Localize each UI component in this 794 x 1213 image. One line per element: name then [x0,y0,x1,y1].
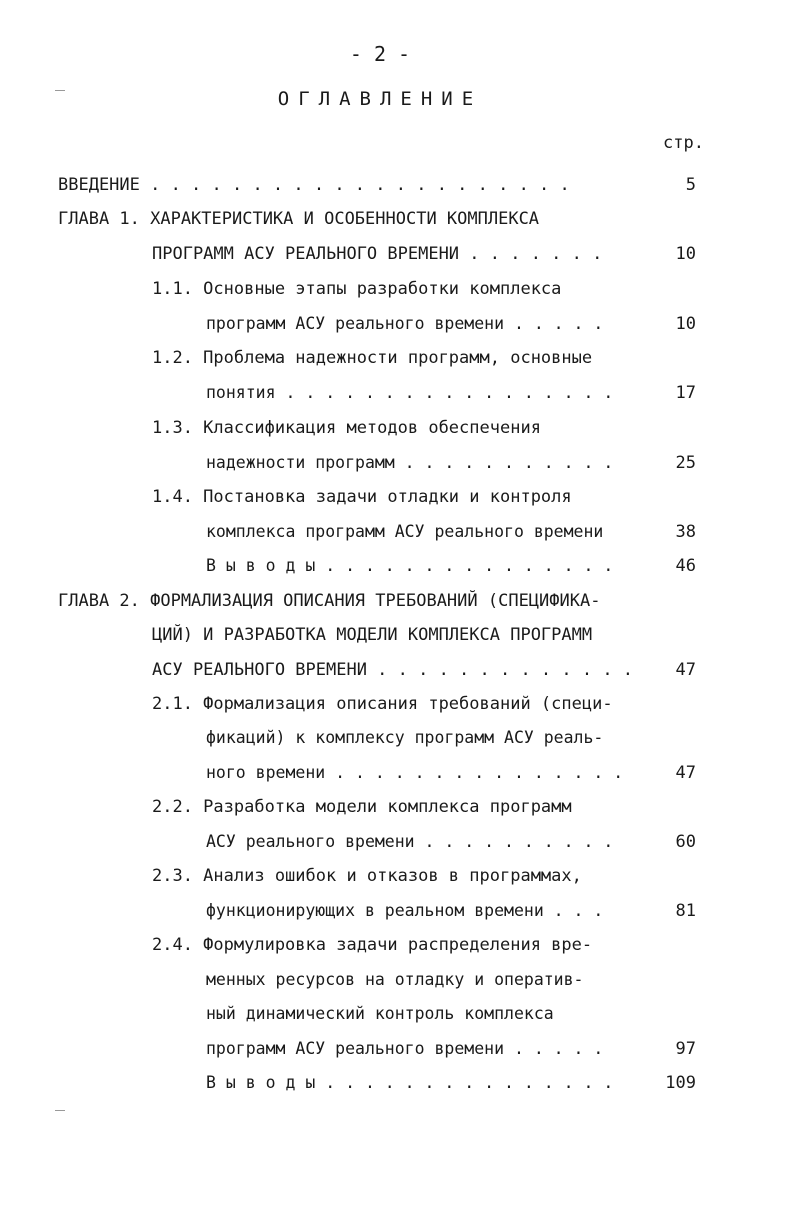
toc-entry-line: В ы в о д ы . . . . . . . . . . . . . . . [206,556,614,575]
toc-entry-line: программ АСУ реального времени . . . . . [206,1039,604,1058]
scan-artifact [55,1110,65,1111]
toc-entry-page: 25 [675,453,696,473]
toc-entry-page: 46 [675,556,696,576]
toc-entry-line: комплекса программ АСУ реального времени [206,522,604,541]
toc-entry-line: АСУ РЕАЛЬНОГО ВРЕМЕНИ . . . . . . . . . . . . . [152,660,634,680]
toc-entry-page: 38 [675,522,696,542]
toc-entry-line: 2.1. Формализация описания требований (специ- [152,694,613,714]
toc-entry-line: 1.2. Проблема надежности программ, основные [152,348,593,368]
toc-entry-line: менных ресурсов на отладку и оператив- [206,970,584,989]
toc-entry-line: 1.4. Постановка задачи отладки и контроля [152,487,572,507]
toc-entry-page: 17 [675,383,696,403]
toc-entry-line: понятия . . . . . . . . . . . . . . . . . [206,383,614,402]
toc-entry-line: 2.2. Разработка модели комплекса программ [152,797,572,817]
toc-entry-line: ГЛАВА 1. ХАРАКТЕРИСТИКА И ОСОБЕННОСТИ КОМПЛЕКСА [58,209,540,229]
toc-entry-line: 1.1. Основные этапы разработки комплекса [152,279,562,299]
toc-entry-page: 97 [675,1039,696,1059]
toc-entry-page: 5 [685,175,696,195]
toc-entry-line: 1.3. Классификация методов обеспечения [152,418,541,438]
toc-entry-line: 2.3. Анализ ошибок и отказов в программах, [152,866,582,886]
toc-entry-line: ГЛАВА 2. ФОРМАЛИЗАЦИЯ ОПИСАНИЯ ТРЕБОВАНИЙ (СПЕЦИФИКА- [58,591,601,611]
toc-entry-page: 109 [665,1073,696,1093]
toc-entry-page: 10 [675,244,696,264]
toc-entry-line: ПРОГРАММ АСУ РЕАЛЬНОГО ВРЕМЕНИ . . . . . . . [152,244,603,264]
toc-entry-line: программ АСУ реального времени . . . . . [206,314,604,333]
toc-entry-line: В ы в о д ы . . . . . . . . . . . . . . . [206,1073,614,1092]
scan-artifact [55,90,65,91]
toc-entry-line: ного времени . . . . . . . . . . . . . . . [206,763,624,782]
toc-entry-page: 47 [675,660,696,680]
toc-entry-page: 10 [675,314,696,334]
toc-title: ОГЛАВЛЕНИЕ [277,88,483,110]
toc-entry-line: 2.4. Формулировка задачи распределения вре- [152,935,593,955]
toc-entry-line: фикаций) к комплексу программ АСУ реаль- [206,728,604,747]
page-column-label: стр. [663,133,704,153]
toc-entry-line: ВВЕДЕНИЕ . . . . . . . . . . . . . . . . . . . . . [58,175,570,195]
toc-entry-line: ный динамический контроль комплекса [206,1004,554,1023]
toc-entry-page: 47 [675,763,696,783]
toc-entry-line: ЦИЙ) И РАЗРАБОТКА МОДЕЛИ КОМПЛЕКСА ПРОГРАММ [152,625,593,645]
toc-entry-page: 60 [675,832,696,852]
toc-entry-line: функционирующих в реальном времени . . . [206,901,604,920]
toc-entry-page: 81 [675,901,696,921]
page-number: - 2 - [349,42,411,66]
toc-entry-line: надежности программ . . . . . . . . . . . [206,453,614,472]
toc-entry-line: АСУ реального времени . . . . . . . . . . [206,832,614,851]
